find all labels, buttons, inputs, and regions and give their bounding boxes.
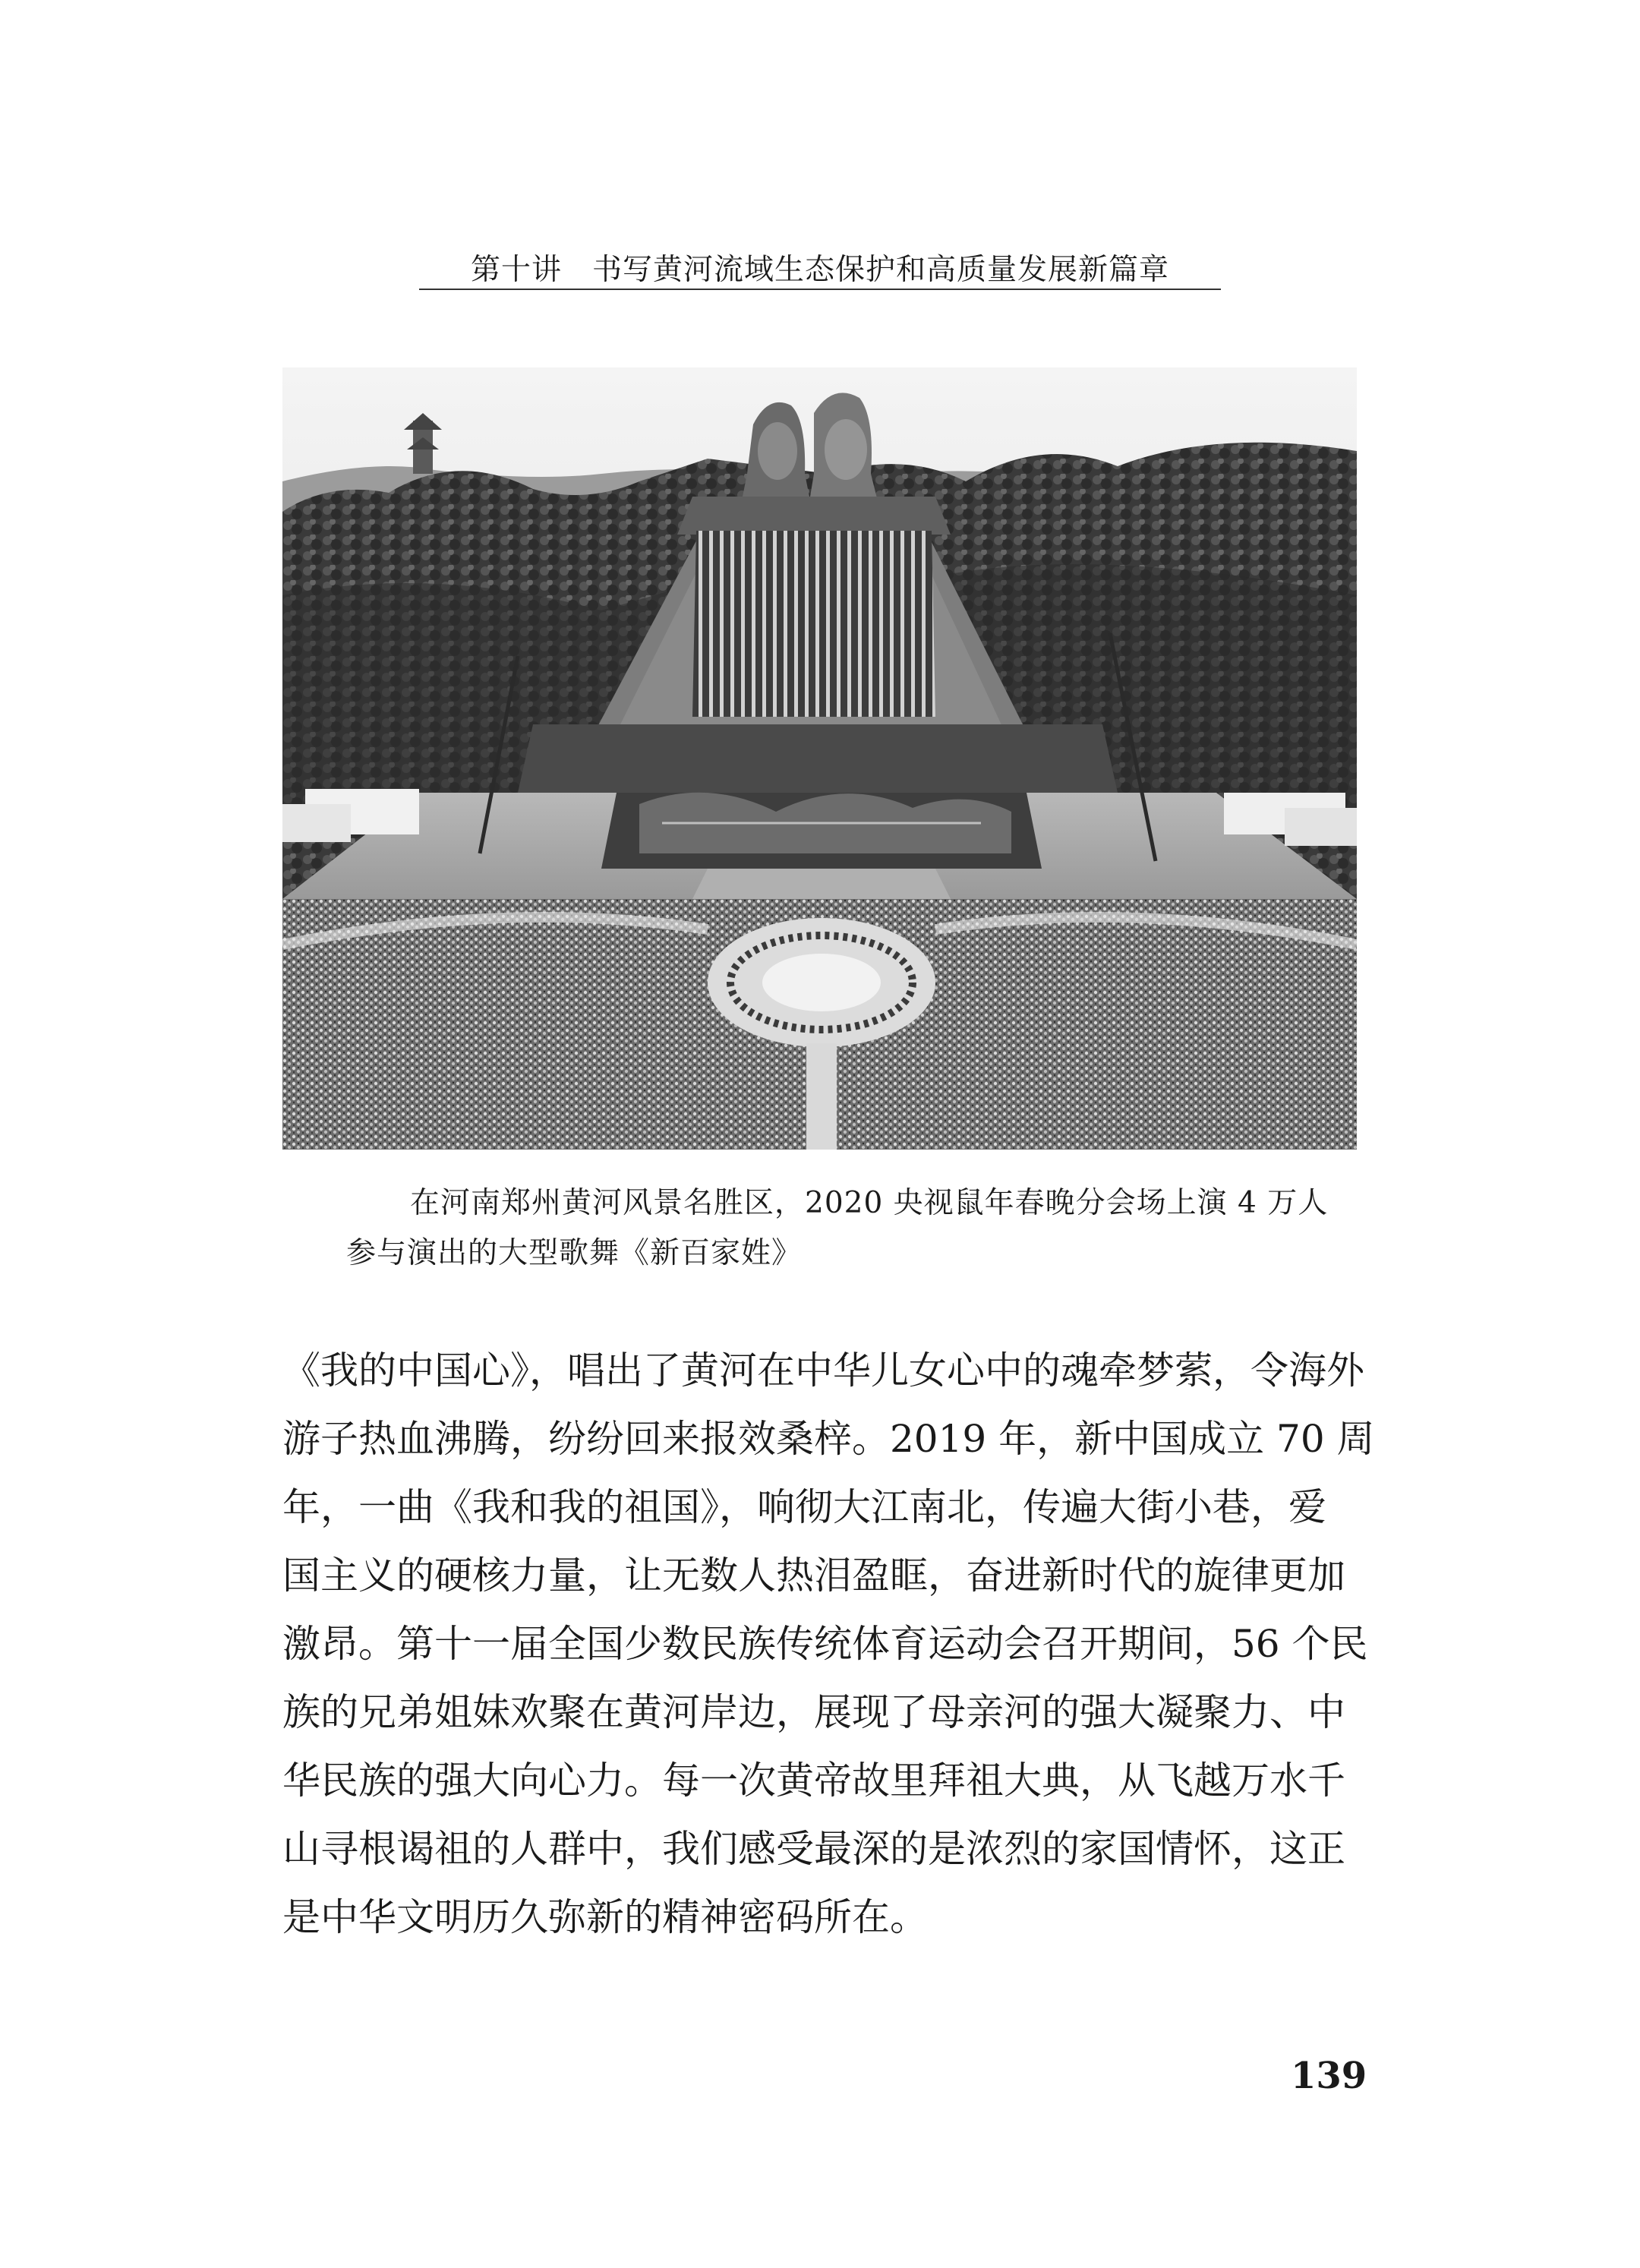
- figure-caption: [346, 1178, 1333, 1279]
- body-line: 山寻根谒祖的人群中，我们感受最深的是浓烈的家国情怀，这正: [282, 1827, 1345, 1871]
- body-line: 年，一曲《我和我的祖国》，响彻大江南北，传遍大街小巷，爱: [282, 1485, 1326, 1529]
- body-line: 华民族的强大向心力。每一次黄帝故里拜祖大典，从飞越万水千: [282, 1759, 1345, 1803]
- body-paragraph: [282, 1336, 1375, 1951]
- event-photo: [282, 367, 1357, 1150]
- header-divider: [419, 289, 1221, 290]
- page-number: 139: [1291, 2055, 1367, 2097]
- body-line: 是中华文明历久弥新的精神密码所在。: [282, 1895, 928, 1939]
- caption-line-1: 在河南郑州黄河风景名胜区，2020 央视鼠年春晚分会场上演 4 万人: [410, 1186, 1329, 1220]
- running-header: 第十讲 书写黄河流域生态保护和高质量发展新篇章: [470, 253, 1169, 287]
- body-line: 激昂。第十一届全国少数民族传统体育运动会召开期间，56 个民: [282, 1622, 1368, 1666]
- body-line: 族的兄弟姐妹欢聚在黄河岸边，展现了母亲河的强大凝聚力、中: [282, 1690, 1345, 1734]
- body-line: 《我的中国心》，唱出了黄河在中华儿女心中的魂牵梦萦，令海外: [282, 1348, 1364, 1393]
- body-line: 国主义的硬核力量，让无数人热泪盈眶，奋进新时代的旋律更加: [282, 1554, 1345, 1598]
- body-line: 游子热血沸腾，纷纷回来报效桑梓。2019 年，新中国成立 70 周: [282, 1417, 1375, 1461]
- caption-line-2: 参与演出的大型歌舞《新百家姓》: [346, 1236, 803, 1270]
